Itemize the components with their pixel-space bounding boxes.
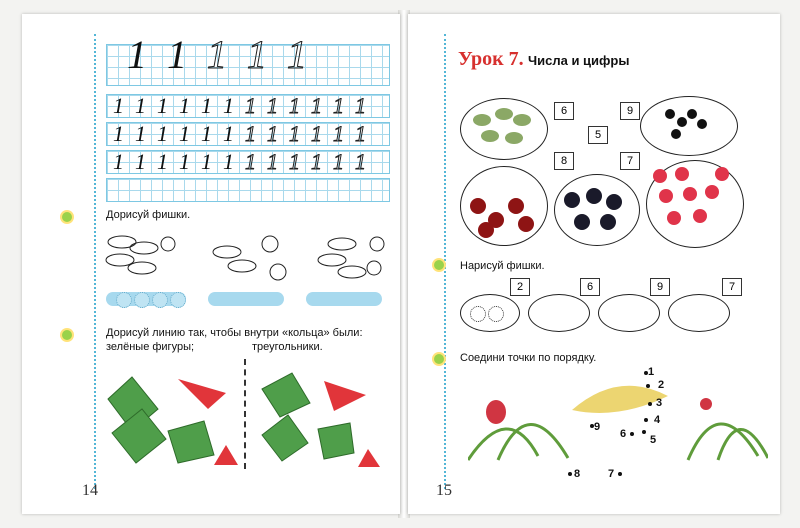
dot-label: 3 [656, 397, 663, 409]
chip-circle [488, 306, 504, 322]
digit-copy: 1 [355, 149, 366, 174]
digit-copy: 1 [201, 121, 212, 146]
digit-copy: 1 [311, 121, 322, 146]
digit-copy: 1 [333, 93, 344, 118]
shapes-illustration [102, 359, 392, 474]
instruction-draw-line: Дорисуй линию так, чтобы внутри «кольца» были: [106, 327, 363, 339]
lesson-topic: Числа и цифры [528, 53, 630, 68]
dot[interactable] [648, 402, 652, 406]
ring-strip [208, 292, 284, 306]
dot[interactable] [644, 418, 648, 422]
copy-row [106, 94, 390, 118]
dot-label: 2 [658, 379, 665, 391]
chip-circle [170, 292, 186, 308]
digit-copy: 1 [135, 149, 146, 174]
dot[interactable] [630, 432, 634, 436]
chip-circle [152, 292, 168, 308]
dot[interactable] [642, 430, 646, 434]
dot-label: 4 [654, 414, 661, 426]
empty-oval [598, 294, 660, 332]
digit-copy: 1 [267, 121, 278, 146]
digit-trace: 1 [247, 32, 267, 77]
digit-copy: 1 [223, 121, 234, 146]
digit-copy: 1 [157, 149, 168, 174]
instruction-draw-chips: Дорисуй фишки. [106, 209, 191, 221]
digit-copy: 1 [355, 93, 366, 118]
digit-copy: 1 [289, 93, 300, 118]
flower-marker-icon [62, 330, 72, 340]
flower-marker-icon [62, 212, 72, 222]
digit-copy: 1 [179, 149, 190, 174]
dot-label: 9 [594, 421, 601, 433]
page-number: 15 [436, 482, 452, 499]
digit-trace: 1 [287, 32, 307, 77]
digit-copy: 1 [201, 149, 212, 174]
copy-row [106, 122, 390, 146]
berries-illustration [460, 96, 750, 246]
digit-copy: 1 [179, 121, 190, 146]
number-box: 9 [650, 278, 670, 296]
digit-copy: 1 [245, 149, 256, 174]
page-number: 14 [82, 482, 98, 499]
number-box: 2 [510, 278, 530, 296]
digit-copy: 1 [179, 93, 190, 118]
digit-copy: 1 [311, 149, 322, 174]
number-box: 6 [554, 102, 574, 120]
margin-line [444, 34, 446, 489]
dot[interactable] [646, 384, 650, 388]
digit-copy: 1 [113, 93, 124, 118]
lesson-title: Урок 7. [458, 48, 524, 70]
digit-copy: 1 [245, 121, 256, 146]
cucumbers-illustration [102, 228, 392, 288]
digit-copy: 1 [333, 149, 344, 174]
chip-circle [134, 292, 150, 308]
copy-row [106, 150, 390, 174]
digit-copy: 1 [223, 93, 234, 118]
digit-copy: 1 [201, 93, 212, 118]
digit-sample: 1 [127, 32, 147, 77]
digit-copy: 1 [223, 149, 234, 174]
left-page [22, 14, 400, 514]
dot-label: 5 [650, 434, 657, 446]
digit-copy: 1 [157, 93, 168, 118]
digit-copy: 1 [245, 93, 256, 118]
empty-oval [668, 294, 730, 332]
chip-circle [470, 306, 486, 322]
dot-label: 6 [620, 428, 627, 440]
dot-label: 1 [648, 366, 655, 378]
digit-copy: 1 [135, 121, 146, 146]
dot[interactable] [618, 472, 622, 476]
number-box: 7 [620, 152, 640, 170]
instruction-connect: Соедини точки по порядку. [460, 352, 597, 364]
flower-marker-icon [434, 260, 444, 270]
digit-copy: 1 [157, 121, 168, 146]
flower-marker-icon [434, 354, 444, 364]
number-box: 6 [580, 278, 600, 296]
digit-copy: 1 [267, 149, 278, 174]
number-box: 8 [554, 152, 574, 170]
right-page [408, 14, 780, 514]
number-box: 5 [588, 126, 608, 144]
digit-copy: 1 [135, 93, 146, 118]
chip-circle [116, 292, 132, 308]
digit-copy: 1 [113, 121, 124, 146]
copy-row-dots [106, 178, 390, 202]
digit-copy: 1 [289, 149, 300, 174]
digit-trace: 1 [207, 32, 227, 77]
label-green-figures: зелёные фигуры; [106, 341, 195, 353]
digit-copy: 1 [333, 121, 344, 146]
dot[interactable] [568, 472, 572, 476]
digit-copy: 1 [267, 93, 278, 118]
dot-label: 7 [608, 468, 615, 480]
meadow-illustration [468, 360, 768, 480]
dot-label: 8 [574, 468, 581, 480]
label-triangles: треугольники. [252, 341, 323, 353]
digit-copy: 1 [311, 93, 322, 118]
number-box: 9 [620, 102, 640, 120]
margin-line [94, 34, 96, 489]
digit-sample: 1 [167, 32, 187, 77]
empty-oval [528, 294, 590, 332]
ring-strip [306, 292, 382, 306]
digit-copy: 1 [289, 121, 300, 146]
digit-copy: 1 [355, 121, 366, 146]
copy-row-large [106, 32, 390, 86]
digit-copy: 1 [113, 149, 124, 174]
instruction-draw: Нарисуй фишки. [460, 260, 545, 272]
number-box: 7 [722, 278, 742, 296]
